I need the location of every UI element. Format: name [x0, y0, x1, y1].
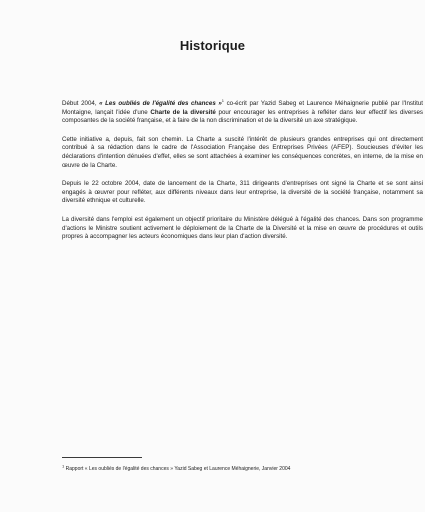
charter-name: Charte de la diversité: [150, 108, 216, 116]
document-body: [62, 97, 424, 252]
paragraph-4: La diversité dans l'emploi est également un objectif prioritaire du Ministère délégué à l'égalité des chances. Dans son programme d'actions le Ministre soutient activement le déploiement de la Charte de la Diversité et la mise en œuvre de procédures et outils propres à accompagner les acteurs économiques dans leur plan d'action diversité.: [62, 215, 423, 241]
paragraph-2: Cette initiative a, depuis, fait son chemin. La Charte a suscité l'intérêt de plusieurs grandes entreprises qui ont directement contribué à sa rédaction dans le cadre de l'Association Française des Entreprises Privées (AFEP). Soucieuses d'éviter les déclarations d'intention dénuées d'effet, elles se sont attachées à examiner les conséquences concrètes, en interne, de la mise en œuvre de la Charte.: [62, 135, 423, 169]
paragraph-3: Depuis le 22 octobre 2004, date de lancement de la Charte, 311 dirigeants d'entreprises ont signé la Charte et se sont ainsi engagés à œuvrer pour refléter, aux différents niveaux dans leur entreprise, la diversité de la société française, notamment sa diversité ethnique et culturelle.: [62, 180, 423, 205]
paragraph-1-part1: co-écrit par Yazid Sabeg et Laurence Méhaignerie publié par l'Institut Montaigne, lançait l'idée d'une: [62, 100, 423, 116]
footnote-text: Rapport « Les oubliés de l'égalité des chances » Yazid Sabeg et Laurence Méhaignerie, Janvier 2004: [64, 466, 291, 472]
footnote-reference: 1: [221, 97, 225, 103]
report-title: « Les oubliés de l'égalité des chances »: [99, 100, 222, 107]
footnote-marker: 1: [62, 463, 65, 469]
paragraph-1: [62, 97, 424, 126]
paragraph-1-lead: Début 2004,: [62, 100, 100, 107]
page-title: Historique: [179, 38, 246, 53]
footnote-divider: [62, 457, 142, 458]
paragraph-1-part2: pour encourager les entreprises à refléter dans leur effectif les diverses composantes de la société française, et à faire de la non discrimination et de la diversité un axe stratégique.: [62, 108, 424, 125]
footnote: [62, 463, 402, 473]
